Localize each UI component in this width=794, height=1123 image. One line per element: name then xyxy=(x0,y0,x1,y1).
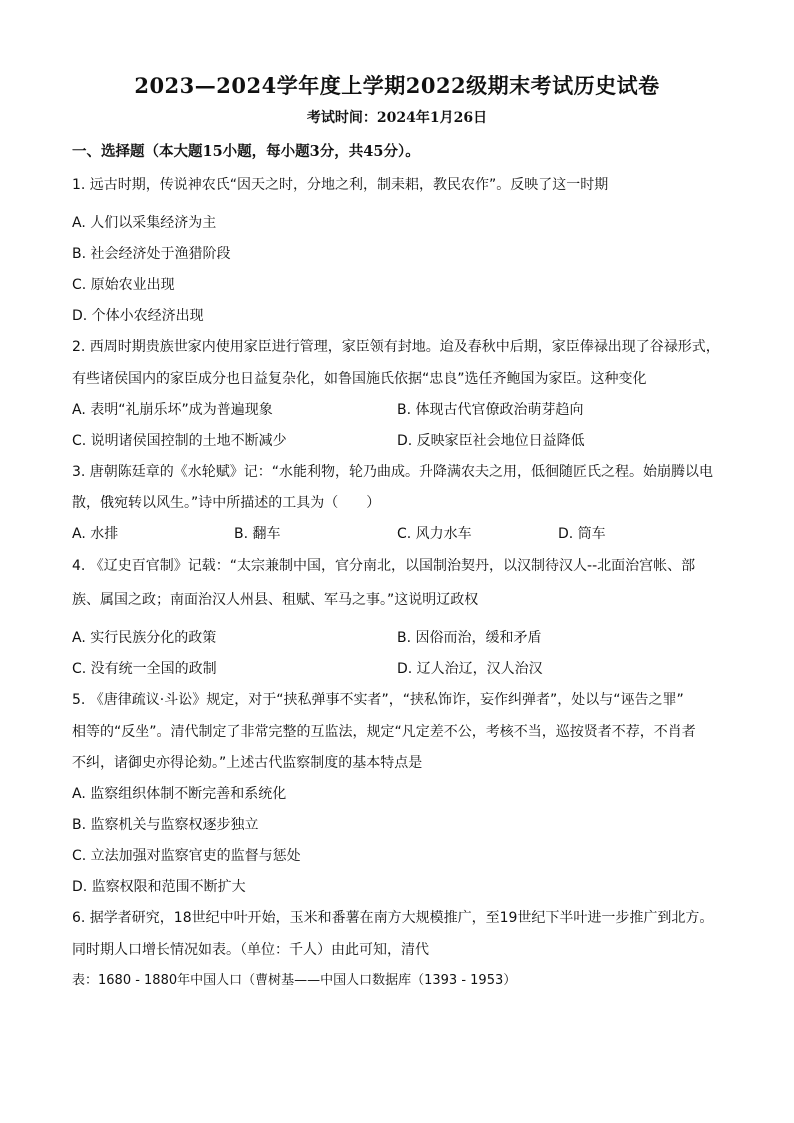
question-4-option-a: A. 实行民族分化的政策 xyxy=(72,630,217,646)
question-2-option-a: A. 表明“礼崩乐坏”成为普遍现象 xyxy=(72,402,273,418)
section-heading: 一、选择题（本大题15小题，每小题3分，共45分）。 xyxy=(72,143,420,160)
question-5-stem-line1: 5. 《唐律疏议·斗讼》规定，对于“挟私弹事不实者”，“挟私饰诈，妄作纠弹者”，处以与“诬告之罪” xyxy=(72,692,684,708)
question-2-option-b: B. 体现古代官僚政治萌芽趋向 xyxy=(397,402,584,418)
question-5-option-d: D. 监察权限和范围不断扩大 xyxy=(72,879,246,895)
question-3-stem-line1: 3. 唐朝陈廷章的《水轮赋》记：“水能利物，轮乃曲成。升降满农夫之用，低徊随匠氏之程。始崩腾以电 xyxy=(72,464,714,480)
question-4-stem-line1: 4. 《辽史百官制》记载：“太宗兼制中国，官分南北，以国制治契丹，以汉制待汉人--北面治宫帐、部 xyxy=(72,558,696,574)
question-5-option-a: A. 监察组织体制不断完善和系统化 xyxy=(72,786,287,802)
question-4-option-c: C. 没有统一全国的政制 xyxy=(72,661,217,677)
question-3-option-d: D. 筒车 xyxy=(558,526,606,542)
question-6-stem-line2: 同时期人口增长情况如表。（单位：千人）由此可知，清代 xyxy=(72,942,429,958)
question-5-stem-line2: 相等的“反坐”。清代制定了非常完整的互监法，规定“凡定差不公，考核不当，巡按贤者不荐，不肖者 xyxy=(72,724,696,740)
exam-title: 2023—2024学年度上学期2022级期末考试历史试卷 xyxy=(134,73,660,98)
exam-time: 考试时间：2024年1月26日 xyxy=(306,110,488,126)
question-4-option-b: B. 因俗而治，缓和矛盾 xyxy=(397,630,542,646)
question-2-option-d: D. 反映家臣社会地位日益降低 xyxy=(397,433,585,449)
question-5-option-b: B. 监察机关与监察权逐步独立 xyxy=(72,817,259,833)
question-1-option-c: C. 原始农业出现 xyxy=(72,277,175,293)
question-3-stem-line2: 散，俄宛转以风生。”诗中所描述的工具为（ ） xyxy=(72,495,381,511)
question-3-option-b: B. 翻车 xyxy=(234,526,281,542)
question-5-option-c: C. 立法加强对监察官吏的监督与惩处 xyxy=(72,848,301,864)
question-4-option-d: D. 辽人治辽，汉人治汉 xyxy=(397,661,543,677)
question-4-stem-line2: 族、属国之政；南面治汉人州县、租赋、军马之事。”这说明辽政权 xyxy=(72,592,479,608)
question-5-stem-line3: 不纠，诸御史亦得论劾。”上述古代监察制度的基本特点是 xyxy=(72,755,423,771)
question-3-option-a: A. 水排 xyxy=(72,526,119,542)
question-1-stem: 1. 远古时期，传说神农氏“因天之时，分地之利，制耒耜，教民农作”。反映了这一时期 xyxy=(72,177,609,193)
question-6-stem-line1: 6. 据学者研究，18世纪中叶开始，玉米和番薯在南方大规模推广，至19世纪下半叶进一步推广到北方。 xyxy=(72,910,714,926)
question-2-stem-line2: 有些诸侯国内的家臣成分也日益复杂化，如鲁国施氏依据“忠良”选任齐鲍国为家臣。这种变化 xyxy=(72,371,647,387)
question-3-option-c: C. 风力水车 xyxy=(397,526,472,542)
question-2-option-c: C. 说明诸侯国控制的土地不断减少 xyxy=(72,433,287,449)
question-1-option-a: A. 人们以采集经济为主 xyxy=(72,215,217,231)
question-1-option-d: D. 个体小农经济出现 xyxy=(72,308,204,324)
question-6-table-caption: 表：1680 - 1880年中国人口（曹树基——中国人口数据库（1393 - 1953） xyxy=(72,973,517,988)
question-2-stem-line1: 2. 西周时期贵族世家内使用家臣进行管理，家臣领有封地。迨及春秋中后期，家臣俸禄出现了谷禄形式， xyxy=(72,339,720,355)
question-1-option-b: B. 社会经济处于渔猎阶段 xyxy=(72,246,231,262)
